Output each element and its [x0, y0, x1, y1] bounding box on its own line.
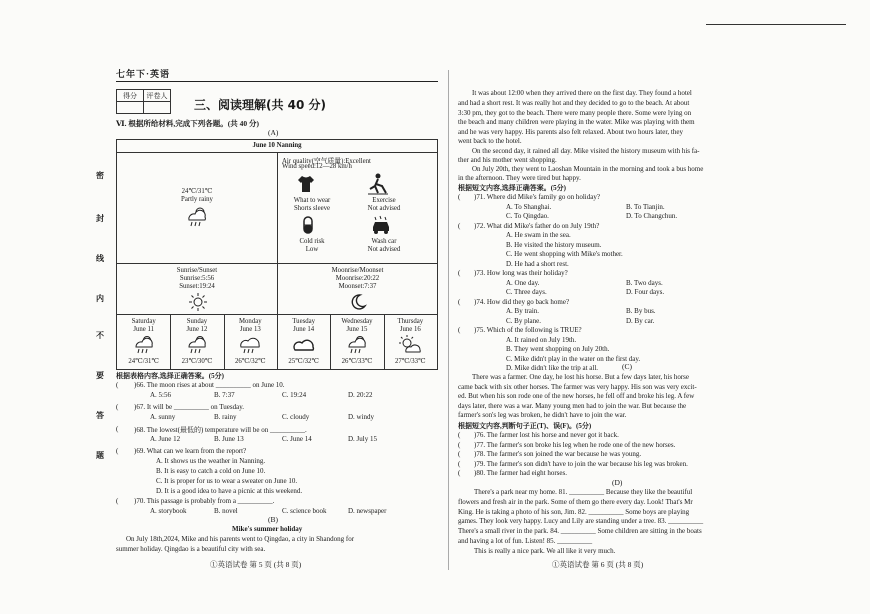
answer-option[interactable]: D. Mike didn't like the trip at all.	[506, 364, 599, 372]
answer-option[interactable]: A. It shows us the weather in Nanning.	[156, 457, 266, 465]
passage-line: There's a small river in the park. 84. __________ Some children are sitting in the boats	[458, 527, 702, 536]
reviewer-cell[interactable]	[144, 102, 171, 114]
footer-page-6: ①英语试卷 第 6 页 (共 8 页)	[552, 560, 644, 569]
true-false-question[interactable]: )79. The farmer's son didn't have to join the war because his leg was broken.	[474, 459, 688, 468]
answer-option[interactable]: D. By car.	[626, 316, 655, 325]
forecast-day: Monday	[238, 318, 262, 325]
passage-line: summer holiday. Qingdao is a beautiful city with sea.	[116, 545, 266, 553]
sunrise-sunset-block	[117, 264, 278, 315]
part-c-label: (C)	[622, 362, 632, 371]
moonrise-text: Moonrise:20:22	[335, 275, 380, 282]
passage-line: It was about 12:00 when they arrived there on the first day. They found a hotel	[472, 89, 692, 97]
forecast-date: June 12	[186, 326, 208, 333]
wash-car-label: Wash car	[371, 238, 397, 245]
answer-option[interactable]: A. storybook	[150, 507, 187, 515]
answer-option[interactable]: B. 7:37	[214, 391, 235, 399]
question-paren: (	[116, 403, 119, 411]
answer-option[interactable]: B. They went shopping on July 20th.	[506, 345, 610, 353]
forecast-date: June 15	[346, 326, 368, 333]
answer-option[interactable]: D. Four days.	[626, 288, 665, 296]
section-instruction: Ⅵ. 根据所给材料,完成下列各题。(共 40 分)	[116, 119, 259, 128]
answer-option[interactable]: D. newspaper	[348, 507, 387, 515]
passage-line: This is really a nice park. We all like it very much.	[474, 546, 616, 555]
answer-option[interactable]: A. It rained on July 19th.	[506, 335, 577, 344]
forecast-temp: 24℃/31℃	[128, 358, 160, 365]
binding-margin-label: 内	[96, 294, 104, 303]
passage-line: and he was very happy. His parents also felt relaxed. About two hours later, they	[458, 128, 683, 136]
question-stem: )68. The lowest(最低的) temperature will be on __________.	[134, 426, 307, 434]
passage-line: ed. But when his son rode one of the new horses, he fell off and broke his leg. A few	[458, 392, 695, 400]
passage-line: King. He is taking a photo of his son, Jim. 82. __________ Some boys are playing	[458, 507, 690, 516]
exercise-icon	[366, 173, 390, 195]
forecast-day-cell	[277, 315, 331, 369]
answer-option[interactable]: B. He visited the history museum.	[506, 240, 602, 249]
forecast-day-cell	[330, 315, 384, 369]
answer-option[interactable]: D. windy	[348, 413, 375, 421]
answer-option[interactable]: C. cloudy	[282, 413, 310, 421]
moonrise-moonset-block	[278, 264, 437, 315]
passage-line: and had a short rest. It was really hot and they decided to go to the beach. At about	[458, 99, 690, 107]
answer-option[interactable]: B. Two days.	[626, 278, 663, 287]
rain-sun-icon	[185, 206, 209, 228]
binding-margin-label: 封	[96, 214, 104, 223]
answer-option[interactable]: A. 5:56	[150, 391, 171, 399]
forecast-date: June 14	[293, 326, 315, 333]
forecast-day: Wednesday	[341, 318, 373, 325]
part-a-label: (A)	[268, 128, 279, 137]
binding-margin-label: 题	[96, 451, 104, 460]
question-stem: )70. This passage is probably from a __________.	[134, 497, 275, 505]
moon-icon	[349, 293, 367, 311]
reviewer-label: 评卷人	[144, 90, 171, 102]
score-table	[116, 89, 171, 114]
forecast-date: June 16	[399, 326, 421, 333]
true-false-question[interactable]: )77. The farmer's son broke his leg when he rode one of the new horses.	[474, 440, 676, 449]
forecast-temp: 26℃/33℃	[341, 358, 373, 365]
sun-cloud-icon	[398, 335, 422, 355]
sunrise-text: Sunrise:5:56	[179, 275, 215, 282]
question-paren: (	[458, 326, 461, 334]
forecast-day-cell	[224, 315, 278, 369]
question-stem: )67. It will be __________ on Tuesday.	[134, 403, 244, 411]
question-paren: (	[458, 269, 461, 277]
question-paren: (	[458, 440, 461, 449]
cloud-icon	[292, 335, 316, 355]
answer-option[interactable]: D. He had a short rest.	[506, 259, 569, 268]
exercise-value: Not advised	[367, 205, 401, 212]
question-paren: (	[458, 221, 461, 230]
rain-cloud-icon	[238, 335, 262, 355]
answer-option[interactable]: C. June 14	[282, 435, 312, 443]
rain-sun-icon	[185, 335, 209, 355]
cold-risk-label: Cold risk	[299, 238, 325, 245]
answer-option[interactable]: D. To Changchun.	[626, 212, 678, 220]
question-stem: )69. What can we learn from the report?	[134, 447, 247, 455]
answer-option[interactable]: C. 19:24	[282, 391, 307, 399]
question-stem: )72. What did Mike's father do on July 19th?	[474, 221, 600, 230]
answer-option[interactable]: C. He went shopping with Mike's mother.	[506, 250, 623, 258]
answer-option[interactable]: B. To Tianjin.	[626, 202, 665, 211]
question-stem: )74. How did they go back home?	[474, 297, 570, 306]
score-label: 得分	[117, 90, 144, 102]
part-a-intro: 根据表格内容,选择正确答案。(5分)	[116, 372, 224, 380]
forecast-temp: 26℃/32℃	[234, 358, 266, 365]
pill-icon	[300, 216, 316, 234]
answer-option[interactable]: C. science book	[282, 507, 327, 515]
passage-line: ther and his mother went shopping.	[458, 156, 557, 164]
forecast-day-cell	[384, 315, 437, 369]
passage-line: games. They look very happy. Lucy and Lily are standing under a tree. 83. __________	[458, 517, 704, 526]
passage-line: flowers and fresh air in the park. Some of them go there every day. Look! That's Mr	[458, 497, 693, 506]
answer-option[interactable]: B. June 13	[214, 435, 244, 443]
wind-speed-text: Wind speed:12—28 km/h	[282, 163, 352, 170]
forecast-date: June 11	[133, 326, 155, 333]
answer-option[interactable]: A. He swam in the sea.	[506, 231, 571, 239]
forecast-day: Tuesday	[292, 318, 316, 325]
binding-margin-label: 线	[96, 254, 104, 263]
passage-line: There was a farmer. One day, he lost his horse. But a few days later, his horse	[472, 373, 689, 381]
answer-option[interactable]: D. 20:22	[348, 391, 373, 399]
passage-line: the beach and many children were playing in the water. Mike was playing with them	[458, 118, 695, 126]
question-paren: (	[116, 447, 119, 455]
question-paren: (	[116, 425, 119, 433]
forecast-date: June 13	[239, 326, 261, 333]
passage-line: There's a park near my home. 81. __________ Because they like the beautiful	[474, 488, 693, 496]
today-block	[117, 153, 278, 264]
question-paren: (	[458, 450, 461, 458]
footer-page-5: ①英语试卷 第 5 页 (共 8 页)	[210, 560, 302, 569]
binding-margin-label: 不	[96, 331, 104, 340]
passage-line: On July 18th,2024, Mike and his parents went to Qingdao, a city in Shandong for	[126, 535, 355, 543]
section-title: 三、阅读理解(共 40 分)	[194, 98, 327, 112]
answer-option[interactable]: B. It is easy to catch a cold on June 10.	[156, 467, 266, 475]
page-divider	[448, 70, 449, 570]
question-paren: (	[116, 497, 119, 505]
question-paren: (	[458, 469, 461, 477]
true-false-question[interactable]: )78. The farmer's son joined the war because he was young.	[474, 450, 642, 458]
moon-title: Moonrise/Moonset	[331, 267, 384, 274]
part-b-label: (B)	[268, 515, 278, 524]
air-quality-block	[278, 153, 437, 264]
answer-option[interactable]: B. By bus.	[626, 307, 656, 315]
forecast-temp: 27℃/33℃	[394, 358, 426, 365]
wear-label: What to wear	[293, 197, 331, 204]
forecast-day: Saturday	[131, 318, 156, 325]
passage-line: came back with six other horses. The farmer was very happy. His son was very excit-	[458, 382, 697, 391]
sun-title: Sunrise/Sunset	[176, 267, 218, 274]
passage-line: and having a lot of fun. Listen! 85. __________	[458, 537, 593, 545]
binding-margin-label: 要	[96, 371, 104, 380]
top-rule	[706, 24, 846, 25]
forecast-day-cell	[170, 315, 224, 369]
weather-report-table	[116, 139, 438, 370]
true-false-question[interactable]: )76. The farmer lost his horse and never got it back.	[474, 431, 619, 439]
answer-option[interactable]: D. July 15	[348, 435, 377, 443]
passage-line: On the second day, it rained all day. Mike visited the history museum with his fa-	[472, 147, 700, 155]
answer-option[interactable]: C. Three days.	[506, 288, 547, 296]
shirt-icon	[296, 174, 316, 194]
answer-option[interactable]: C. By plane.	[506, 316, 541, 325]
answer-option[interactable]: D. It is a good idea to have a picnic at this weekend.	[156, 487, 303, 495]
passage-line: farmer's son's leg was broken, he didn't have to join the war.	[458, 411, 627, 419]
answer-option[interactable]: B. rainy	[214, 413, 237, 421]
today-temp: 24℃/31℃	[181, 188, 213, 195]
wear-value: Shorts sleeve	[293, 205, 331, 212]
part-c-intro: 根据短文内容,判断句子正(T)、误(F)。(5分)	[458, 422, 592, 430]
car-wash-icon	[370, 215, 392, 235]
answer-option[interactable]: A. One day.	[506, 278, 540, 287]
question-stem: )71. Where did Mike's family go on holiday?	[474, 193, 600, 201]
forecast-day: Sunday	[186, 318, 208, 325]
answer-option[interactable]: C. It is proper for us to wear a sweater on June 10.	[156, 477, 298, 485]
answer-option[interactable]: A. sunny	[150, 413, 176, 421]
forecast-day-cell	[117, 315, 171, 369]
passage-line: went back to the hotel.	[458, 137, 522, 145]
question-stem: )66. The moon rises at about __________ on June 10.	[134, 381, 285, 389]
answer-option[interactable]: B. novel	[214, 507, 238, 515]
part-d-label: (D)	[612, 478, 623, 487]
question-paren: (	[116, 381, 119, 389]
passage-line: days later, there was a war. Many young men had to join the war. But because the	[458, 401, 687, 410]
score-cell[interactable]	[117, 102, 144, 114]
cold-risk-value: Low	[305, 246, 319, 253]
passage-line: in the afternoon. They were tired but happy.	[458, 174, 581, 182]
question-stem: )75. Which of the following is TRUE?	[474, 326, 582, 334]
binding-margin-label: 答	[96, 411, 104, 420]
exercise-label: Exercise	[372, 197, 396, 204]
true-false-question[interactable]: )80. The farmer had eight horses.	[474, 469, 567, 477]
course-header: 七年下·英语	[116, 69, 171, 79]
question-paren: (	[458, 193, 461, 201]
answer-option[interactable]: A. June 12	[150, 435, 181, 443]
header-rule	[116, 81, 438, 82]
moonset-text: Moonset:7:37	[338, 283, 377, 290]
forecast-temp: 25℃/32℃	[288, 358, 320, 365]
weather-date-city: June 10 Nanning	[117, 140, 437, 153]
answer-option[interactable]: A. By train.	[506, 307, 540, 315]
answer-option[interactable]: A. To Shanghai.	[506, 202, 552, 211]
air-quality-text: Air quality(空气质量):Excellent	[282, 158, 371, 165]
sun-icon	[189, 293, 207, 311]
passage-line: 3:30 pm, they got to the beach. There were many people there. Some were lying on	[458, 109, 692, 117]
answer-option[interactable]: C. Mike didn't play in the water on the first day.	[506, 354, 641, 363]
passage-line: On July 20th, they went to Laoshan Mountain in the morning and took a bus home	[472, 165, 704, 173]
wash-car-value: Not advised	[367, 246, 401, 253]
question-paren: (	[458, 297, 461, 306]
today-condition: Partly rainy	[181, 196, 213, 203]
answer-option[interactable]: C. To Qingdao.	[506, 212, 549, 220]
part-b-intro: 根据短文内容,选择正确答案。(5分)	[458, 184, 566, 192]
rain-sun-icon	[132, 335, 156, 355]
forecast-day: Thursday	[397, 318, 424, 325]
question-stem: )73. How long was their holiday?	[474, 269, 568, 277]
part-b-title: Mike's summer holiday	[232, 525, 303, 533]
binding-margin-label: 密	[96, 171, 104, 180]
question-paren: (	[458, 459, 461, 468]
sunset-text: Sunset:19:24	[179, 283, 215, 290]
question-paren: (	[458, 431, 461, 439]
forecast-temp: 23℃/30℃	[181, 358, 213, 365]
rain-sun-icon	[345, 335, 369, 355]
